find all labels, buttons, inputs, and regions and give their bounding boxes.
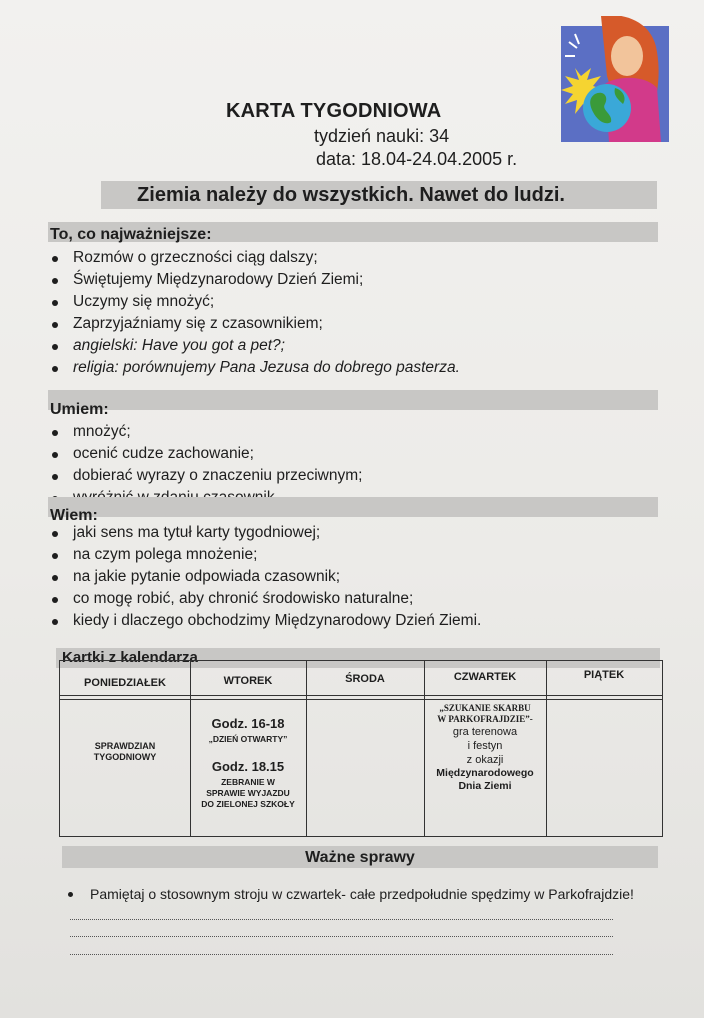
page-title: KARTA TYGODNIOWA bbox=[226, 100, 442, 122]
day-header-monday: PONIEDZIAŁEK bbox=[84, 677, 166, 689]
monday-line: SPRAWDZIAN bbox=[94, 741, 156, 751]
tuesday-time-2: Godz. 18.15 bbox=[211, 759, 285, 774]
day-header-friday: PIĄTEK bbox=[583, 669, 625, 681]
column-divider bbox=[306, 661, 307, 836]
tuesday-event-2-line: ZEBRANIE W bbox=[221, 777, 275, 787]
list-wiem bbox=[48, 522, 481, 632]
week-number: tydzień nauki: 34 bbox=[314, 126, 450, 146]
tuesday-event-2-line: SPRAWIE WYJAZDU bbox=[206, 788, 290, 798]
wazne-title: Ważne sprawy bbox=[305, 849, 415, 866]
thursday-title-line: W PARKOFRAJDZIE”- bbox=[437, 714, 533, 724]
calendar-title: Kartki z kalendarza bbox=[62, 649, 198, 666]
list-item: na czym polega mnożenie; bbox=[48, 544, 481, 566]
header-divider bbox=[60, 695, 662, 696]
list-item: kiedy i dlaczego obchodzimy Międzynarodowy Dzień Ziemi. bbox=[48, 610, 481, 632]
list-item: co mogę robić, aby chronić środowisko naturalne; bbox=[48, 588, 481, 610]
list-item: jaki sens ma tytuł karty tygodniowej; bbox=[48, 522, 481, 544]
section-title-umiem: Umiem: bbox=[50, 401, 109, 418]
motto-text: Ziemia należy do wszystkich. Nawet do ludzi. bbox=[137, 184, 565, 206]
thursday-line: Dnia Ziemi bbox=[458, 780, 512, 792]
list-umiem bbox=[48, 421, 362, 509]
list-item: dobierać wyrazy o znaczeniu przeciwnym; bbox=[48, 465, 362, 487]
thursday-cell bbox=[424, 703, 546, 793]
girl-holding-globe-icon bbox=[561, 16, 669, 142]
thursday-line: Międzynarodowego bbox=[436, 767, 534, 779]
note-bullet bbox=[68, 892, 73, 897]
list-najwazniejsze bbox=[48, 247, 460, 379]
calendar-table bbox=[59, 660, 663, 837]
header-divider-double bbox=[60, 699, 662, 700]
section-title-najwazniejsze: To, co najważniejsze: bbox=[50, 226, 212, 243]
date-range: data: 18.04-24.04.2005 r. bbox=[316, 149, 518, 169]
tuesday-event-2-line: DO ZIELONEJ SZKOŁY bbox=[201, 799, 295, 809]
monday-cell bbox=[60, 741, 190, 763]
list-item: Uczymy się mnożyć; bbox=[48, 291, 460, 313]
list-item: mnożyć; bbox=[48, 421, 362, 443]
list-item: Zaprzyjaźniamy się z czasownikiem; bbox=[48, 313, 460, 335]
dotted-line bbox=[70, 936, 613, 937]
thursday-line: z okazji bbox=[466, 754, 504, 766]
list-item: religia: porównujemy Pana Jezusa do dobrego pasterza. bbox=[48, 357, 460, 379]
list-item: na jakie pytanie odpowiada czasownik; bbox=[48, 566, 481, 588]
list-item: angielski: Have you got a pet?; bbox=[48, 335, 460, 357]
day-header-thursday: CZWARTEK bbox=[453, 671, 517, 683]
dotted-line bbox=[70, 954, 613, 955]
list-item: Świętujemy Międzynarodowy Dzień Ziemi; bbox=[48, 269, 460, 291]
tuesday-cell bbox=[190, 716, 306, 810]
list-item: ocenić cudze zachowanie; bbox=[48, 443, 362, 465]
column-divider bbox=[546, 661, 547, 836]
section-bar-umiem bbox=[48, 390, 658, 410]
monday-line: TYGODNIOWY bbox=[93, 752, 157, 762]
list-item: Rozmów o grzeczności ciąg dalszy; bbox=[48, 247, 460, 269]
wazne-note: Pamiętaj o stosownym stroju w czwartek- całe przedpołudnie spędzimy w Parkofrajdzie! bbox=[90, 886, 634, 902]
tuesday-time-1: Godz. 16-18 bbox=[211, 716, 285, 731]
thursday-line: i festyn bbox=[467, 740, 503, 752]
thursday-title-line: „SZUKANIE SKARBU bbox=[439, 703, 531, 713]
section-bar-wiem bbox=[48, 497, 658, 517]
day-header-tuesday: WTOREK bbox=[223, 675, 273, 687]
tuesday-event-1: „DZIEŃ OTWARTY” bbox=[208, 734, 288, 744]
section-title-wiem: Wiem: bbox=[50, 507, 98, 524]
day-header-wednesday: ŚRODA bbox=[345, 673, 385, 685]
thursday-line: gra terenowa bbox=[452, 726, 518, 738]
dotted-line bbox=[70, 919, 613, 920]
